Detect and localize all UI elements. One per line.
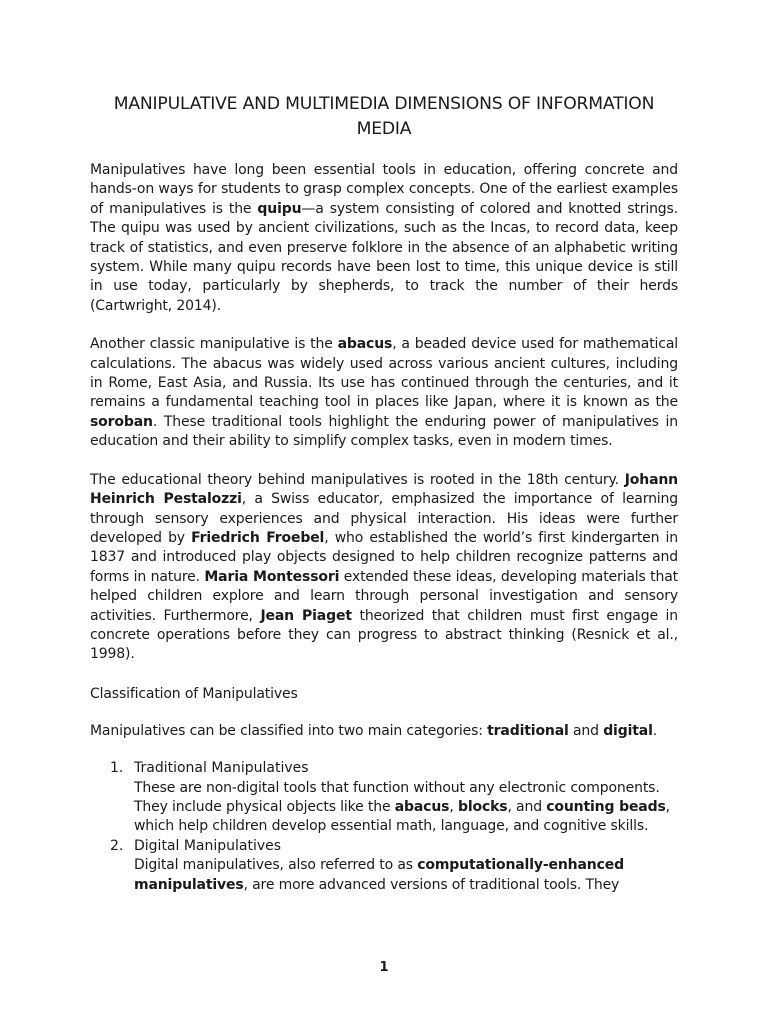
list-item-number: 1. — [110, 760, 124, 777]
term-abacus: abacus — [337, 336, 393, 353]
term-quipu: quipu — [257, 200, 302, 217]
list-item-title: Digital Manipulatives — [134, 837, 282, 854]
page-number: 1 — [379, 960, 389, 975]
term-blocks: blocks — [457, 798, 508, 815]
term-pestalozzi: Johann Heinrich Pestalozzi — [90, 471, 678, 508]
list-item — [90, 837, 678, 895]
term-computationally-enhanced: computationally-enhanced manipulatives — [134, 857, 624, 893]
section-heading: Classification of Manipulatives — [90, 685, 298, 702]
list-item-body: Digital manipulatives, also referred to as computationally-enhanced manipulatives, are more advanced versions of traditional tools. They — [134, 857, 624, 893]
list-item-body: These are non-digital tools that function without any electronic components. They include physical objects like the abacus, blocks, and counting beads, which help children develop essential math, language, and cognitive skills. — [134, 779, 670, 835]
term-abacus: abacus — [394, 798, 450, 815]
term-digital: digital — [603, 722, 653, 739]
document-page — [90, 92, 678, 895]
term-montessori: Maria Montessori — [204, 568, 340, 585]
document-title: MANIPULATIVE AND MULTIMEDIA DIMENSIONS OF INFORMATION MEDIA — [113, 94, 655, 139]
list-item-title: Traditional Manipulatives — [134, 760, 309, 777]
list-item — [90, 759, 678, 837]
paragraph-classification-intro: Manipulatives can be classified into two main categories: traditional and digital. — [90, 722, 658, 739]
term-froebel: Friedrich Froebel — [191, 529, 325, 546]
paragraph-quipu: Manipulatives have long been essential tools in education, offering concrete and hands-on ways for students to grasp complex concepts. One of the earliest examples of manipulatives is the quipu—a system consisting of colored and knotted strings. The quipu was used by ancient civilizations, such as the Incas, to record data, keep track of statistics, and even preserve folklore in the absence of an alphabetic writing system. While many quipu records have been lost to time, this unique device is still in use today, particularly by shepherds, to track the number of their herds (Cartwright, 2014). — [90, 162, 678, 314]
paragraph-abacus: Another classic manipulative is the abacus, a beaded device used for mathematical calculations. The abacus was widely used across various ancient cultures, including in Rome, East Asia, and Russia. Its use has continued through the centuries, and it remains a fundamental teaching tool in places like Japan, where it is known as the soroban. These traditional tools highlight the enduring power of manipulatives in education and their ability to simplify complex tasks, even in modern times. — [90, 336, 678, 450]
paragraph-theory: The educational theory behind manipulatives is rooted in the 18th century. Johann Heinrich Pestalozzi, a Swiss educator, emphasized the importance of learning through sensory experiences and physical interaction. His ideas were further developed by Friedrich Froebel, who established the world’s first kindergarten in 1837 and introduced play objects designed to help children recognize patterns and forms in nature. Maria Montessori extended these ideas, developing materials that helped children explore and learn through personal investigation and sensory activities. Furthermore, Jean Piaget theorized that children must first engage in concrete operations before they can progress to abstract thinking (Resnick et al., 1998). — [90, 471, 679, 663]
term-traditional: traditional — [487, 722, 569, 739]
term-counting-beads: counting beads — [546, 798, 666, 815]
classification-list — [90, 759, 678, 895]
term-soroban: soroban — [90, 413, 153, 430]
term-piaget: Jean Piaget — [260, 607, 352, 624]
list-item-number: 2. — [110, 837, 124, 854]
